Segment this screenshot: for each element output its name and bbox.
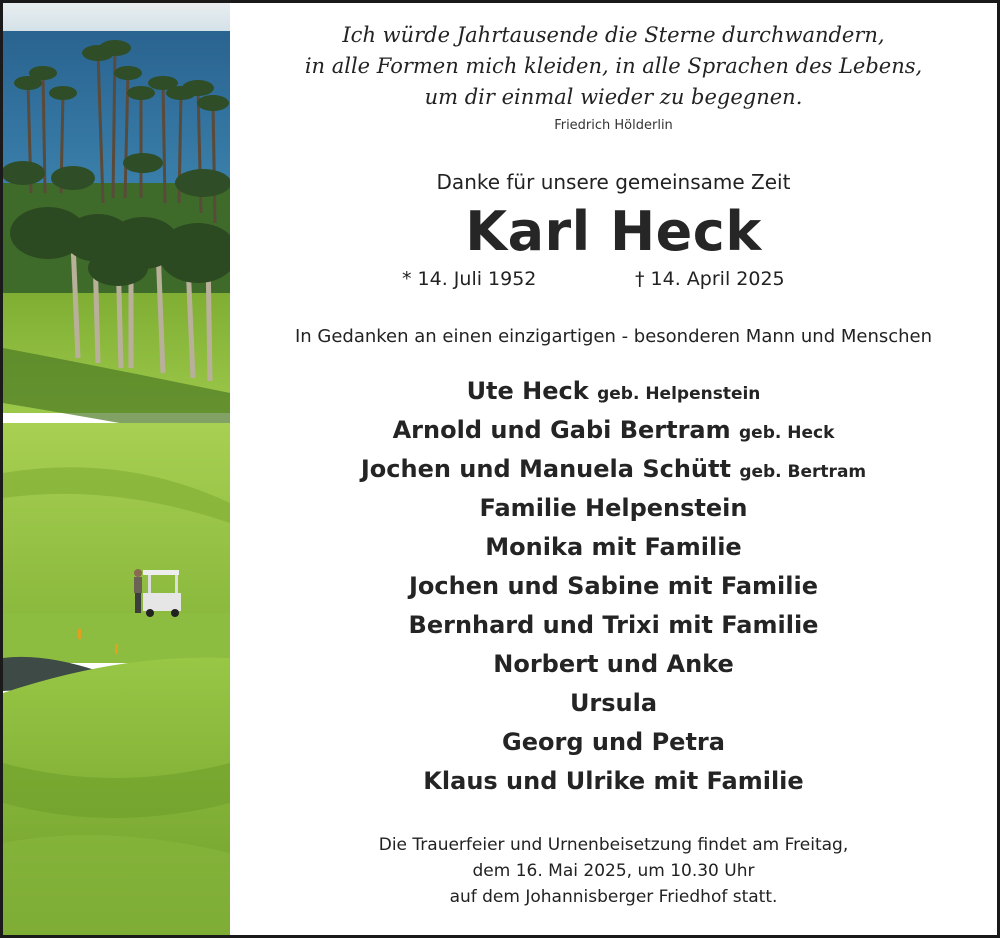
mourner-name: Monika mit Familie bbox=[485, 533, 742, 561]
quote-author: Friedrich Hölderlin bbox=[554, 118, 673, 133]
mourner-name: Arnold und Gabi Bertram bbox=[392, 416, 731, 444]
mourner-entry bbox=[230, 489, 997, 528]
mourner-name: Klaus und Ulrike mit Familie bbox=[423, 767, 804, 795]
mourner-entry bbox=[230, 567, 997, 606]
mourner-name: Familie Helpenstein bbox=[479, 494, 748, 522]
mourners-list bbox=[230, 372, 997, 801]
mourner-entry bbox=[230, 684, 997, 723]
palm-trees-golf-image bbox=[3, 3, 230, 935]
maiden-name: geb. Heck bbox=[739, 423, 835, 443]
mourner-name: Bernhard und Trixi mit Familie bbox=[408, 611, 819, 639]
thanks-line: Danke für unsere gemeinsame Zeit bbox=[436, 170, 791, 194]
mourner-name: Ute Heck bbox=[466, 377, 589, 405]
mourner-entry bbox=[230, 372, 997, 411]
mourner-name: Norbert und Anke bbox=[493, 650, 734, 678]
service-line: dem 16. Mai 2025, um 10.30 Uhr bbox=[472, 861, 755, 881]
quote-line: um dir einmal wieder zu begegnen. bbox=[424, 85, 803, 109]
service-info bbox=[230, 832, 997, 910]
birth-date: * 14. Juli 1952 bbox=[402, 268, 537, 290]
mourner-entry bbox=[230, 528, 997, 567]
maiden-name: geb. Helpenstein bbox=[597, 384, 761, 404]
mourner-entry bbox=[230, 411, 997, 450]
golf-course-photo bbox=[3, 3, 230, 935]
service-line: Die Trauerfeier und Urnenbeisetzung findet am Freitag, bbox=[378, 835, 849, 855]
mourner-entry bbox=[230, 606, 997, 645]
death-date: † 14. April 2025 bbox=[635, 268, 785, 290]
mourner-entry bbox=[230, 723, 997, 762]
memory-line: In Gedanken an einen einzigartigen - besonderen Mann und Menschen bbox=[294, 326, 933, 347]
mourner-entry bbox=[230, 645, 997, 684]
mourner-entry bbox=[230, 450, 997, 489]
mourner-entry bbox=[230, 762, 997, 801]
obituary-text bbox=[230, 0, 997, 938]
mourner-name: Ursula bbox=[569, 689, 658, 717]
mourner-name: Georg und Petra bbox=[502, 728, 725, 756]
deceased-name: Karl Heck bbox=[465, 200, 762, 263]
quote-line: Ich würde Jahrtausende die Sterne durchwandern, bbox=[342, 23, 885, 47]
service-line: auf dem Johannisberger Friedhof statt. bbox=[449, 887, 778, 907]
poem-quote bbox=[230, 20, 997, 113]
quote-line: in alle Formen mich kleiden, in alle Sprachen des Lebens, bbox=[304, 54, 923, 78]
mourner-name: Jochen und Sabine mit Familie bbox=[409, 572, 818, 600]
maiden-name: geb. Bertram bbox=[739, 462, 867, 482]
mourner-name: Jochen und Manuela Schütt bbox=[360, 455, 731, 483]
